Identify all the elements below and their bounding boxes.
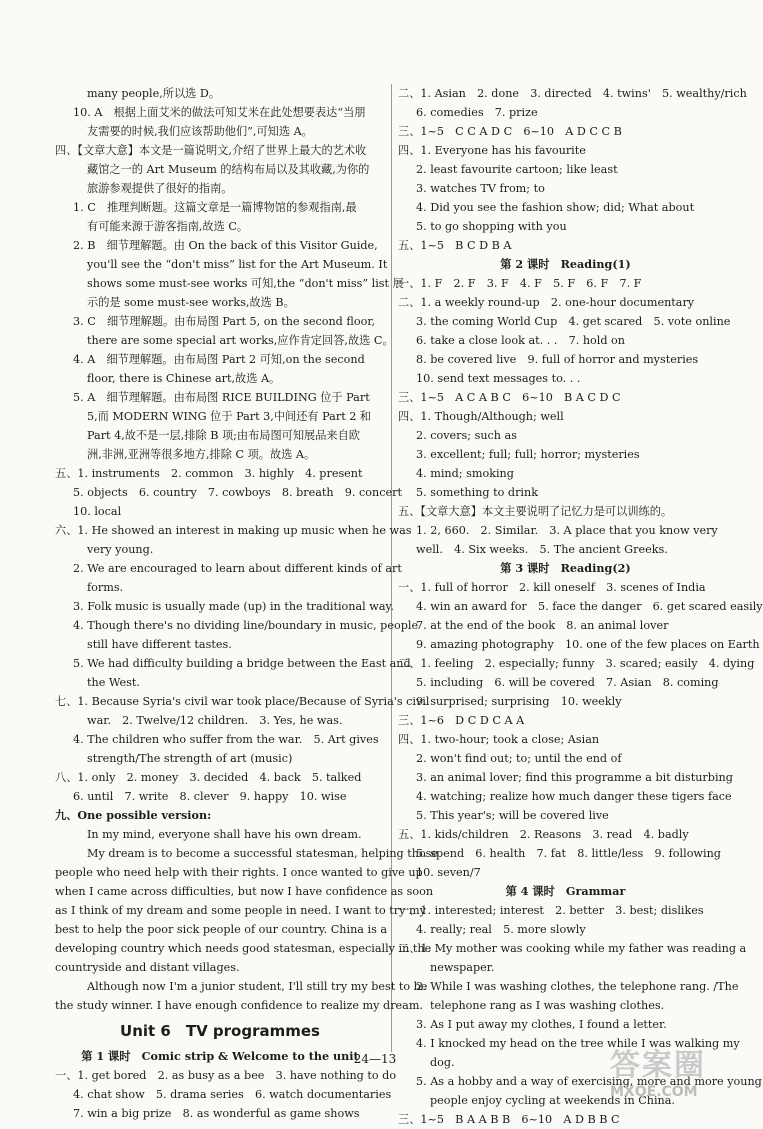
section-heading: 第 4 课时 Grammar — [505, 884, 626, 898]
page-number: 24—13 — [353, 1052, 397, 1066]
answer-line: 4. I knocked my head on the tree while I was walking my — [416, 1037, 740, 1050]
answer-line: you'll see the “don't miss” list for the Art Museum. It — [87, 258, 388, 271]
left-column — [55, 84, 439, 1123]
answer-line: 三、1~6 D C D C A A — [398, 714, 525, 727]
answer-line: 二、1. a weekly round-up 2. one-hour documentary — [398, 296, 695, 309]
answer-line: 2. While I was washing clothes, the telephone rang. /The — [416, 980, 739, 993]
answer-line: 4. A 细节理解题。由布局图 Part 2 可知,on the second — [73, 353, 365, 366]
answer-line: when I came across difficulties, but now I have confidence as soon — [55, 885, 434, 898]
answer-line: 四、1. Everyone has his favourite — [398, 144, 586, 157]
watermark-logo — [610, 1040, 742, 1108]
answer-line: the study winner. I have enough confidence to realize my dream. — [55, 999, 424, 1012]
answer-line: 二、1. feeling 2. especially; funny 3. scared; easily 4. dying — [398, 657, 755, 670]
answer-line: 四、【文章大意】本文是一篇说明文,介绍了世界上最大的艺术收 — [55, 144, 367, 157]
answer-line: 2. covers; such as — [416, 429, 517, 442]
answer-line: developing country which needs good statesman, especially in the — [55, 942, 432, 955]
answer-line: well. 4. Six weeks. 5. The ancient Greeks. — [416, 543, 668, 556]
answer-line: Part 4,故不是一层,排除 B 项;由布局图可知展品来自欧 — [87, 429, 360, 442]
answer-line: In my mind, everyone shall have his own dream. — [87, 828, 362, 841]
answer-line: 4. Did you see the fashion show; did; What about — [416, 201, 695, 214]
answer-line: 6. comedies 7. prize — [416, 106, 538, 119]
section-heading: 第 2 课时 Reading(1) — [500, 257, 631, 271]
answer-line: 三、1~5 C C A D C 6~10 A D C C B — [398, 125, 622, 138]
answer-line: there are some special art works,应作肯定回答,故选 C。 — [87, 334, 394, 347]
answer-line: 10. local — [73, 505, 122, 518]
answer-line: 5. objects 6. country 7. cowboys 8. breath 9. concert — [73, 486, 402, 499]
answer-line: 1. C 推理判断题。这篇文章是一篇博物馆的参观指南,最 — [73, 201, 357, 214]
section-heading: 第 3 课时 Reading(2) — [500, 561, 631, 575]
answer-line: 3. excellent; full; full; horror; mysteries — [416, 448, 640, 461]
answer-line: 2. won't find out; to; until the end of — [416, 752, 622, 765]
answer-line: 5,而 MODERN WING 位于 Part 3,中间还有 Part 2 和 — [87, 410, 372, 423]
answer-line: 4. Though there's no dividing line/boundary in music, people — [73, 619, 419, 632]
answer-line: best to help the poor sick people of our country. China is a — [55, 923, 388, 936]
answer-line: 4. mind; smoking — [416, 467, 514, 480]
answer-line: 2. We are encouraged to learn about different kinds of art — [73, 562, 402, 575]
answer-line: 示的是 some must-see works,故选 B。 — [87, 296, 295, 309]
answer-line: 4. The children who suffer from the war. 5. Art gives — [73, 733, 379, 746]
answer-line: 三、1~5 A C A B C 6~10 B A C D C — [398, 391, 621, 404]
answer-line: 2. least favourite cartoon; like least — [416, 163, 618, 176]
answer-line: 3. As I put away my clothes, I found a letter. — [416, 1018, 667, 1031]
answer-line: 4. watching; realize how much danger these tigers face — [416, 790, 732, 803]
answer-line: 5. A 细节理解题。由布局图 RICE BUILDING 位于 Part — [73, 391, 370, 404]
answer-line: telephone rang as I was washing clothes. — [430, 999, 665, 1012]
answer-line: 七、1. Because Syria's civil war took place/Because of Syria's civil — [55, 695, 430, 708]
answer-line: 一、1. get bored 2. as busy as a bee 3. have nothing to do — [55, 1069, 397, 1082]
answer-line: floor, there is Chinese art,故选 A。 — [87, 372, 281, 385]
answer-line: 八、1. only 2. money 3. decided 4. back 5. talked — [55, 771, 362, 784]
answer-line: 五、1. instruments 2. common 3. highly 4. present — [55, 467, 363, 480]
answer-line: 四、1. Though/Although; well — [398, 410, 564, 423]
answer-line: 五、【文章大意】本文主要说明了记忆力是可以训练的。 — [398, 505, 673, 518]
answer-line: 9. amazing photography 10. one of the few places on Earth — [416, 638, 760, 651]
answer-line: 10. A 根据上面艾米的做法可知艾米在此处想要表达“当朋 — [73, 106, 366, 119]
answer-line: newspaper. — [430, 961, 495, 974]
answer-line: people who need help with their rights. I once wanted to give up — [55, 866, 423, 879]
answer-line: 5. We had difficulty building a bridge between the East and — [73, 657, 411, 670]
watermark-url: MXQE.COM — [610, 1084, 698, 1100]
answer-line: 有可能来源于游客指南,故选 C。 — [87, 220, 249, 233]
answer-line: 3. Folk music is usually made (up) in the traditional way. — [73, 600, 394, 613]
answer-line: shows some must-see works 可知,the “don't miss” list 展 — [87, 277, 404, 290]
answer-line: 一、1. F 2. F 3. F 4. F 5. F 6. F 7. F — [398, 277, 642, 290]
watermark-text: 答案圈 — [610, 1048, 706, 1083]
answer-line: 藏馆之一的 Art Museum 的结构布局以及其收藏,为你的 — [87, 163, 370, 176]
answer-line: 3. the coming World Cup 4. get scared 5. vote online — [416, 315, 731, 328]
answer-line: 5. spend 6. health 7. fat 8. little/less 9. following — [416, 847, 721, 860]
answer-line: 8. be covered live 9. full of horror and mysteries — [416, 353, 699, 366]
answer-line: 6. until 7. write 8. clever 9. happy 10. wise — [73, 790, 347, 803]
answer-line: 10. seven/7 — [416, 866, 481, 879]
answer-line: 7. win a big prize 8. as wonderful as game shows — [73, 1107, 360, 1120]
answer-line: 6. take a close look at. . . 7. hold on — [416, 334, 626, 347]
answer-line: 旅游参观提供了很好的指南。 — [87, 182, 233, 195]
answer-line: 9. surprised; surprising 10. weekly — [416, 695, 622, 708]
answer-line: 一、1. full of horror 2. kill oneself 3. scenes of India — [398, 581, 706, 594]
answer-line: 3. an animal lover; find this programme a bit disturbing — [416, 771, 733, 784]
answer-line: 5. As a hobby and a way of exercising, more and more young — [416, 1075, 762, 1088]
answer-line: 4. really; real 5. more slowly — [416, 923, 586, 936]
answer-line: many people,所以选 D。 — [87, 87, 221, 100]
answer-line: 10. send text messages to. . . — [416, 372, 581, 385]
answer-line: strength/The strength of art (music) — [87, 752, 293, 765]
answer-line: My dream is to become a successful statesman, helping those — [87, 847, 439, 860]
answer-line: 2. B 细节理解题。由 On the back of this Visitor Guide, — [73, 239, 378, 252]
answer-line: still have different tastes. — [87, 638, 232, 651]
answer-line: 5. something to drink — [416, 486, 538, 499]
answer-line: countryside and distant villages. — [55, 961, 240, 974]
answer-line: Although now I'm a junior student, I'll still try my best to be — [87, 980, 428, 993]
answer-line: 一、1. interested; interest 2. better 3. best; dislikes — [398, 904, 704, 917]
answer-line: war. 2. Twelve/12 children. 3. Yes, he was. — [87, 714, 343, 727]
answer-line: 五、1~5 B C D B A — [398, 239, 512, 252]
answer-line: 九、One possible version: — [55, 808, 212, 822]
answer-line: 1. 2, 660. 2. Similar. 3. A place that you know very — [416, 524, 718, 537]
answer-line: as I think of my dream and some people in need. I want to try my — [55, 904, 426, 917]
section-heading: 第 1 课时 Comic strip & Welcome to the unit — [81, 1049, 359, 1063]
answer-line: 4. win an award for 5. face the danger 6. get scared easily — [416, 600, 763, 613]
answer-line: 六、1. He showed an interest in making up music when he was — [55, 524, 412, 537]
answer-line: 洲,非洲,亚洲等很多地方,排除 C 项。故选 A。 — [87, 448, 316, 461]
answer-line: 5. to go shopping with you — [416, 220, 567, 233]
answer-line: the West. — [87, 676, 140, 689]
answer-line: 二、1. Asian 2. done 3. directed 4. twins' 5. wealthy/rich — [398, 87, 747, 100]
answer-line: 三、1~5 B A A B B 6~10 A D B B C — [398, 1113, 620, 1126]
answer-line: 五、1. kids/children 2. Reasons 3. read 4. badly — [398, 828, 689, 841]
answer-line: 3. C 细节理解题。由布局图 Part 5, on the second floor, — [73, 315, 376, 328]
answer-line: 二、1. My mother was cooking while my father was reading a — [398, 942, 747, 955]
answer-line: people enjoy cycling at weekends in China. — [430, 1094, 675, 1107]
unit-heading: Unit 6 TV programmes — [120, 1022, 320, 1040]
answer-line: dog. — [430, 1056, 455, 1069]
answer-line: 四、1. two-hour; took a close; Asian — [398, 733, 600, 746]
answer-line: 5. including 6. will be covered 7. Asian 8. coming — [416, 676, 719, 689]
answer-line: 5. This year's; will be covered live — [416, 809, 609, 822]
answer-line: 7. at the end of the book 8. an animal lover — [416, 619, 669, 632]
right-column — [398, 84, 763, 1129]
answer-line: 友需要的时候,我们应该帮助他们”,可知选 A。 — [87, 125, 313, 138]
answer-line: 4. chat show 5. drama series 6. watch documentaries — [73, 1088, 392, 1101]
answer-line: 3. watches TV from; to — [416, 182, 545, 195]
answer-line: forms. — [87, 581, 124, 594]
answer-line: very young. — [87, 543, 154, 556]
